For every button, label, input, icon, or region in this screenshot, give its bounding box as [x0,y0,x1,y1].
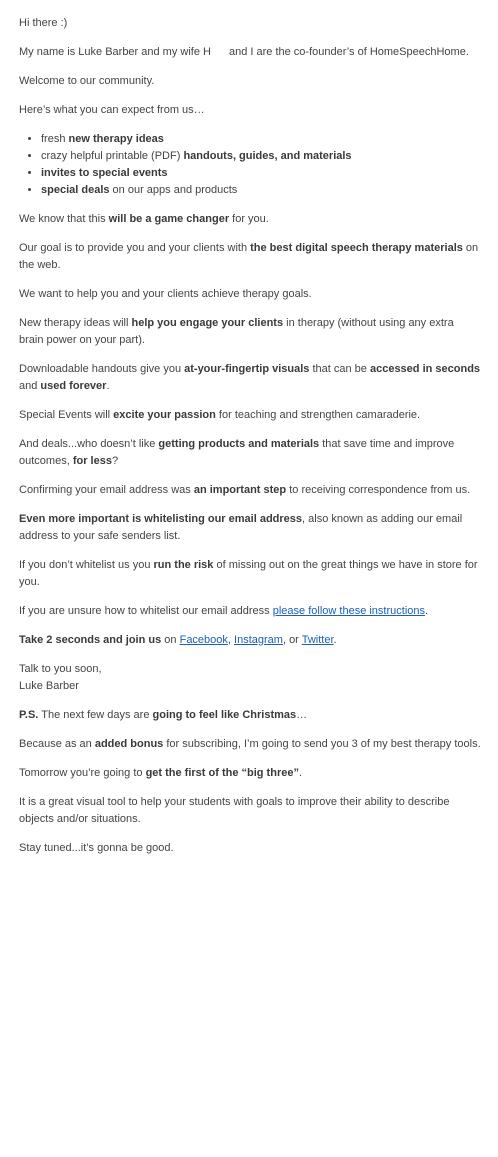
confirm-paragraph: Confirming your email address was an important step to receiving correspondence from us. [19,484,471,496]
ps-paragraph: P.S. The next few days are going to feel like Christmas… [19,709,308,721]
deals-paragraph: And deals...who doesn’t like getting products and materials that save time and improve outcomes, for less? [19,438,455,467]
stay-tuned-paragraph: Stay tuned...it’s gonna be good. [19,842,174,854]
bonus-paragraph: Because as an added bonus for subscribing, I’m going to send you 3 of my best therapy tools. [19,738,481,750]
events-paragraph: Special Events will excite your passion for teaching and strengthen camaraderie. [19,409,421,421]
intro-paragraph [19,44,481,61]
twitter-link[interactable]: Twitter [301,634,334,646]
ideas-paragraph: New therapy ideas will help you engage your clients in therapy (without using any extra brain power on your part). [19,317,454,346]
signature-name: Luke Barber [19,680,79,692]
intro-text-1: My name is Luke Barber and my wife H [19,46,211,58]
instagram-link[interactable]: Instagram [234,634,283,646]
list-item: • crazy helpful printable (PDF) handouts, guides, and materials [41,148,481,165]
game-changer-paragraph: We know that this will be a game changer for you. [19,213,269,225]
goal-paragraph: Our goal is to provide you and your clients with the best digital speech therapy materials on the web. [19,242,479,271]
benefits-list [19,131,481,199]
facebook-link[interactable]: Facebook [179,634,228,646]
list-item: • special deals on our apps and products [41,182,481,199]
tomorrow-paragraph: Tomorrow you’re going to get the first of the “big three”. [19,767,303,779]
whitelist-instructions-link[interactable]: please follow these instructions [272,605,425,617]
help-paragraph: We want to help you and your clients achieve therapy goals. [19,288,312,300]
greeting: Hi there :) [19,17,68,29]
welcome-paragraph: Welcome to our community. [19,75,155,87]
list-item: • fresh new therapy ideas [41,131,481,148]
unsure-paragraph: If you are unsure how to whitelist our email address please follow these instructions. [19,605,429,617]
whitelist-paragraph: Even more important is whitelisting our email address, also known as adding our email address to your safe senders list. [19,513,463,542]
risk-paragraph: If you don’t whitelist us you run the risk of missing out on the great things we have in store for you. [19,559,478,588]
signoff: Talk to you soon, Luke Barber [19,663,102,692]
expect-paragraph: Here’s what you can expect from us… [19,104,205,116]
list-item: • invites to special events [41,165,481,182]
handouts-paragraph: Downloadable handouts give you at-your-fingertip visuals that can be accessed in seconds and used forever. [19,363,481,392]
visual-paragraph: It is a great visual tool to help your students with goals to improve their ability to describe objects and/or situations. [19,796,450,825]
social-paragraph: Take 2 seconds and join us on Facebook, Instagram, or Twitter. [19,634,337,646]
intro-text-2: and I are the co-founder’s of HomeSpeechHome. [228,46,469,58]
